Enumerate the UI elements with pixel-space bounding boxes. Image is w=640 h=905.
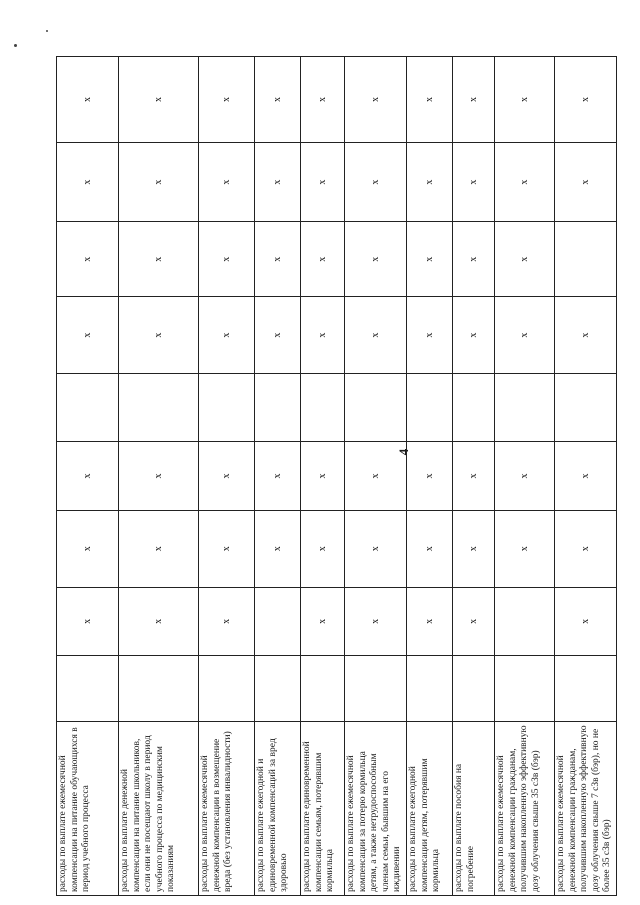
cell-empty (255, 587, 301, 655)
row-label: расходы по выплате денежной компенсации на питание школьников, если они не посещают школу в период учебного процесса по медицинским показаниям (119, 722, 199, 896)
cell-mark: x (255, 297, 301, 374)
cell-mark: x (255, 222, 301, 297)
cell-mark: x (345, 442, 407, 510)
cell-mark: x (255, 142, 301, 221)
cell-empty (57, 374, 119, 442)
cell-mark: x (495, 297, 555, 374)
cell-mark: x (119, 587, 199, 655)
cell-mark: x (453, 222, 495, 297)
cell-mark: x (345, 510, 407, 587)
cell-mark: x (301, 142, 345, 221)
cell-mark: x (453, 57, 495, 143)
cell-mark: x (555, 57, 617, 143)
row-label: расходы по выплате ежемесячной компенсации на питание обучающихся в период учебного процесса (57, 722, 119, 896)
table-row (119, 57, 199, 896)
cell-mark: x (301, 57, 345, 143)
cell-mark: x (555, 587, 617, 655)
cell-mark: x (119, 442, 199, 510)
cell-mark: x (119, 510, 199, 587)
cell-empty (407, 374, 453, 442)
cell-empty (57, 655, 119, 721)
cell-empty (301, 655, 345, 721)
cell-mark: x (345, 297, 407, 374)
cell-mark: x (57, 442, 119, 510)
cell-mark: x (57, 587, 119, 655)
cell-mark: x (345, 222, 407, 297)
cell-mark: x (57, 57, 119, 143)
page-number: 4 (396, 448, 411, 456)
cell-mark: x (119, 222, 199, 297)
cell-empty (119, 655, 199, 721)
cell-mark: x (255, 510, 301, 587)
cell-mark: x (199, 222, 255, 297)
cell-empty (453, 374, 495, 442)
cell-mark: x (495, 442, 555, 510)
cell-mark: x (345, 142, 407, 221)
cell-empty (119, 374, 199, 442)
cell-mark: x (119, 57, 199, 143)
cell-empty (495, 374, 555, 442)
row-label: расходы по выплате ежемесячной денежной компенсации гражданам, получившим накопленную эффективную дозу облучения свыше 7 сЗв (бэр), но не более 35 сЗв (бэр) (555, 722, 617, 896)
cell-mark: x (453, 442, 495, 510)
cell-empty (301, 374, 345, 442)
table-row (407, 57, 453, 896)
cell-empty (255, 655, 301, 721)
cell-mark: x (199, 297, 255, 374)
cell-mark: x (555, 297, 617, 374)
table-row (301, 57, 345, 896)
cell-mark: x (199, 57, 255, 143)
table (56, 56, 617, 896)
cell-mark: x (301, 442, 345, 510)
compensation-table (56, 56, 616, 896)
table-row (199, 57, 255, 896)
cell-mark: x (407, 510, 453, 587)
cell-mark: x (255, 442, 301, 510)
cell-empty (345, 374, 407, 442)
cell-mark: x (301, 222, 345, 297)
cell-mark: x (199, 587, 255, 655)
cell-empty (555, 374, 617, 442)
cell-mark: x (453, 142, 495, 221)
cell-mark: x (199, 442, 255, 510)
cell-mark: x (301, 587, 345, 655)
cell-mark: x (199, 510, 255, 587)
cell-empty (495, 655, 555, 721)
cell-empty (555, 222, 617, 297)
row-label: расходы по выплате ежемесячной денежной компенсации гражданам, получившим накопленную эффективную дозу облучения свыше 35 сЗв (бэр) (495, 722, 555, 896)
cell-mark: x (57, 142, 119, 221)
row-label: расходы по выплате единовременной компенсации семьям, потерявшим кормильца (301, 722, 345, 896)
cell-mark: x (119, 297, 199, 374)
cell-mark: x (555, 142, 617, 221)
cell-empty (555, 655, 617, 721)
table-row (453, 57, 495, 896)
cell-mark: x (407, 297, 453, 374)
cell-mark: x (495, 57, 555, 143)
scan-speck (46, 30, 48, 32)
cell-mark: x (57, 297, 119, 374)
row-label: расходы по выплате ежемесячной денежной компенсации в возмещение вреда (без установления инвалидности) (199, 722, 255, 896)
table-row (555, 57, 617, 896)
cell-mark: x (495, 222, 555, 297)
cell-mark: x (453, 297, 495, 374)
cell-mark: x (407, 587, 453, 655)
cell-mark: x (453, 587, 495, 655)
cell-empty (407, 655, 453, 721)
cell-empty (199, 655, 255, 721)
cell-mark: x (555, 510, 617, 587)
cell-mark: x (407, 142, 453, 221)
cell-mark: x (199, 142, 255, 221)
scan-speck (14, 44, 17, 47)
cell-mark: x (119, 142, 199, 221)
cell-mark: x (255, 57, 301, 143)
cell-mark: x (407, 57, 453, 143)
cell-empty (345, 655, 407, 721)
row-label: расходы по выплате пособия на погребение (453, 722, 495, 896)
row-label: расходы по выплате ежегодной и единовременной компенсаций за вред здоровью (255, 722, 301, 896)
row-label: расходы по выплате ежегодной компенсации детям, потерявшим кормильца (407, 722, 453, 896)
cell-mark: x (453, 510, 495, 587)
table-row (345, 57, 407, 896)
cell-mark: x (57, 222, 119, 297)
cell-mark: x (495, 142, 555, 221)
cell-empty (495, 587, 555, 655)
table-row (255, 57, 301, 896)
cell-mark: x (407, 442, 453, 510)
cell-mark: x (345, 587, 407, 655)
cell-mark: x (57, 510, 119, 587)
cell-empty (199, 374, 255, 442)
cell-mark: x (301, 297, 345, 374)
cell-mark: x (301, 510, 345, 587)
cell-empty (453, 655, 495, 721)
cell-mark: x (495, 510, 555, 587)
cell-empty (255, 374, 301, 442)
cell-mark: x (407, 222, 453, 297)
row-label: расходы по выплате ежемесячной компенсации за потерю кормильца детям, а также нетрудоспособным членам семьи, бывшим на его иждивении (345, 722, 407, 896)
table-row (495, 57, 555, 896)
cell-mark: x (345, 57, 407, 143)
table-row (57, 57, 119, 896)
cell-mark: x (555, 442, 617, 510)
